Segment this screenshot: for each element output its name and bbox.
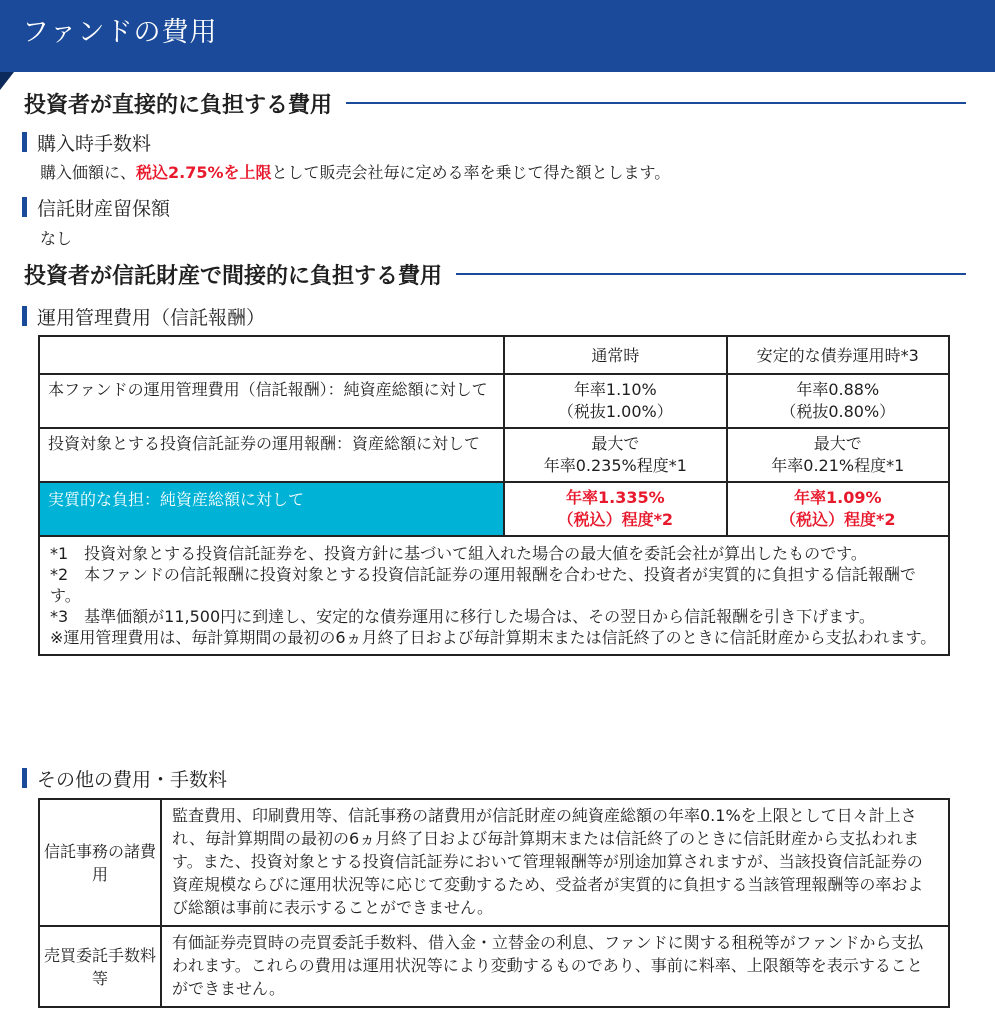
purchase-fee-text-after: として販売会社毎に定める率を乗じて得た額とします。 <box>271 163 671 182</box>
table-header-blank <box>39 336 504 374</box>
row-label: 投資対象とする投資信託証券の運用報酬：資産総額に対して <box>39 428 504 482</box>
row-label-effective: 実質的な負担：純資産総額に対して <box>39 482 504 536</box>
subsection-other-fees <box>22 764 227 792</box>
cell-line: 最大で <box>813 434 862 453</box>
page-header <box>0 0 995 72</box>
purchase-fee-title: 購入時手数料 <box>37 132 152 155</box>
subsection-retention <box>22 193 170 221</box>
row-label: 本ファンドの運用管理費用（信託報酬）：純資産総額に対して <box>39 374 504 428</box>
purchase-fee-text-before: 購入価額に、 <box>40 163 137 182</box>
page-title: ファンドの費用 <box>22 17 218 48</box>
table-row <box>39 428 949 482</box>
cell-line: 年率1.10% <box>573 380 657 399</box>
subsection-marker <box>22 197 27 217</box>
subsection-marker <box>22 306 27 326</box>
row-value: 有価証券売買時の売買委託手数料、借入金・立替金の利息、ファンドに関する租税等がファンドから支払われます。これらの費用は運用状況等により変動するものであり、事前に料率、上限額等を表示することができません。 <box>161 926 949 1007</box>
cell-line: 年率0.235%程度*1 <box>543 456 687 475</box>
table-row <box>39 926 949 1007</box>
cell-normal <box>504 374 726 428</box>
cell-line: 年率1.335% <box>566 488 665 507</box>
retention-title: 信託財産留保額 <box>37 197 171 220</box>
section-divider <box>456 273 966 275</box>
purchase-fee-highlight: 税込2.75%を上限 <box>136 163 272 182</box>
cell-line: 最大で <box>591 434 640 453</box>
cell-line: （税抜0.80%） <box>780 402 896 421</box>
table-row-effective-burden <box>39 482 949 536</box>
section-indirect-title: 投資者が信託財産で間接的に負担する費用 <box>24 263 443 289</box>
cell-normal <box>504 428 726 482</box>
column-header-normal: 通常時 <box>504 336 726 374</box>
cell-stable <box>727 428 949 482</box>
table-notes <box>39 536 949 655</box>
cell-stable <box>727 374 949 428</box>
retention-text: なし <box>40 229 73 248</box>
other-fees-table <box>38 798 950 1008</box>
subsection-management-fee <box>22 302 265 330</box>
subsection-purchase-fee <box>22 128 151 156</box>
cell-line: 年率0.21%程度*1 <box>771 456 905 475</box>
subsection-marker <box>22 768 27 788</box>
row-value: 監査費用、印刷費用等、信託事務の諸費用が信託財産の純資産総額の年率0.1%を上限として日々計上され、毎計算期間の最初の6ヵ月終了日および毎計算期末または信託終了のときに信託財産から支払われます。また、投資対象とする投資信託証券において管理報酬等が別途加算されますが、当該投資信託証券の資産規模ならびに運用状況等に応じて変動するため、受益者が実質的に負担する当該管理報酬等の率および総額は事前に表示することができません。 <box>161 799 949 926</box>
row-key: 売買委託手数料等 <box>39 926 161 1007</box>
other-fees-title: その他の費用・手数料 <box>37 768 228 791</box>
cell-line: （税込）程度*2 <box>780 510 896 529</box>
cell-normal-effective <box>504 482 726 536</box>
section-indirect-costs <box>24 259 966 289</box>
cell-line: （税込）程度*2 <box>557 510 674 529</box>
cell-stable-effective <box>727 482 949 536</box>
row-key: 信託事務の諸費用 <box>39 799 161 926</box>
header-notch <box>0 72 14 90</box>
cell-line: 年率1.09% <box>794 488 882 507</box>
note-4: ※運用管理費用は、毎計算期間の最初の6ヵ月終了日および毎計算期末または信託終了のときに信託財産から支払われます。 <box>50 628 937 647</box>
note-3: *3 基準価額が11,500円に到達し、安定的な債券運用に移行した場合は、その翌日から信託報酬を引き下げます。 <box>50 607 875 626</box>
section-direct-title: 投資者が直接的に負担する費用 <box>24 92 333 118</box>
cell-line: 年率0.88% <box>796 380 880 399</box>
table-header-row <box>39 336 949 374</box>
cell-line: （税抜1.00%） <box>557 402 673 421</box>
management-fee-table <box>38 335 950 656</box>
management-fee-title: 運用管理費用（信託報酬） <box>37 306 266 329</box>
subsection-marker <box>22 132 27 152</box>
note-2: *2 本ファンドの信託報酬に投資対象とする投資信託証券の運用報酬を合わせた、投資者が実質的に負担する信託報酬です。 <box>50 565 916 605</box>
section-direct-costs <box>24 88 966 118</box>
table-row <box>39 799 949 926</box>
section-divider <box>346 102 966 104</box>
column-header-stable: 安定的な債券運用時*3 <box>727 336 949 374</box>
note-1: *1 投資対象とする投資信託証券を、投資方針に基づいて組入れた場合の最大値を委託会社が算出したものです。 <box>50 544 867 563</box>
table-row <box>39 374 949 428</box>
purchase-fee-text <box>40 160 670 183</box>
table-notes-row <box>39 536 949 655</box>
